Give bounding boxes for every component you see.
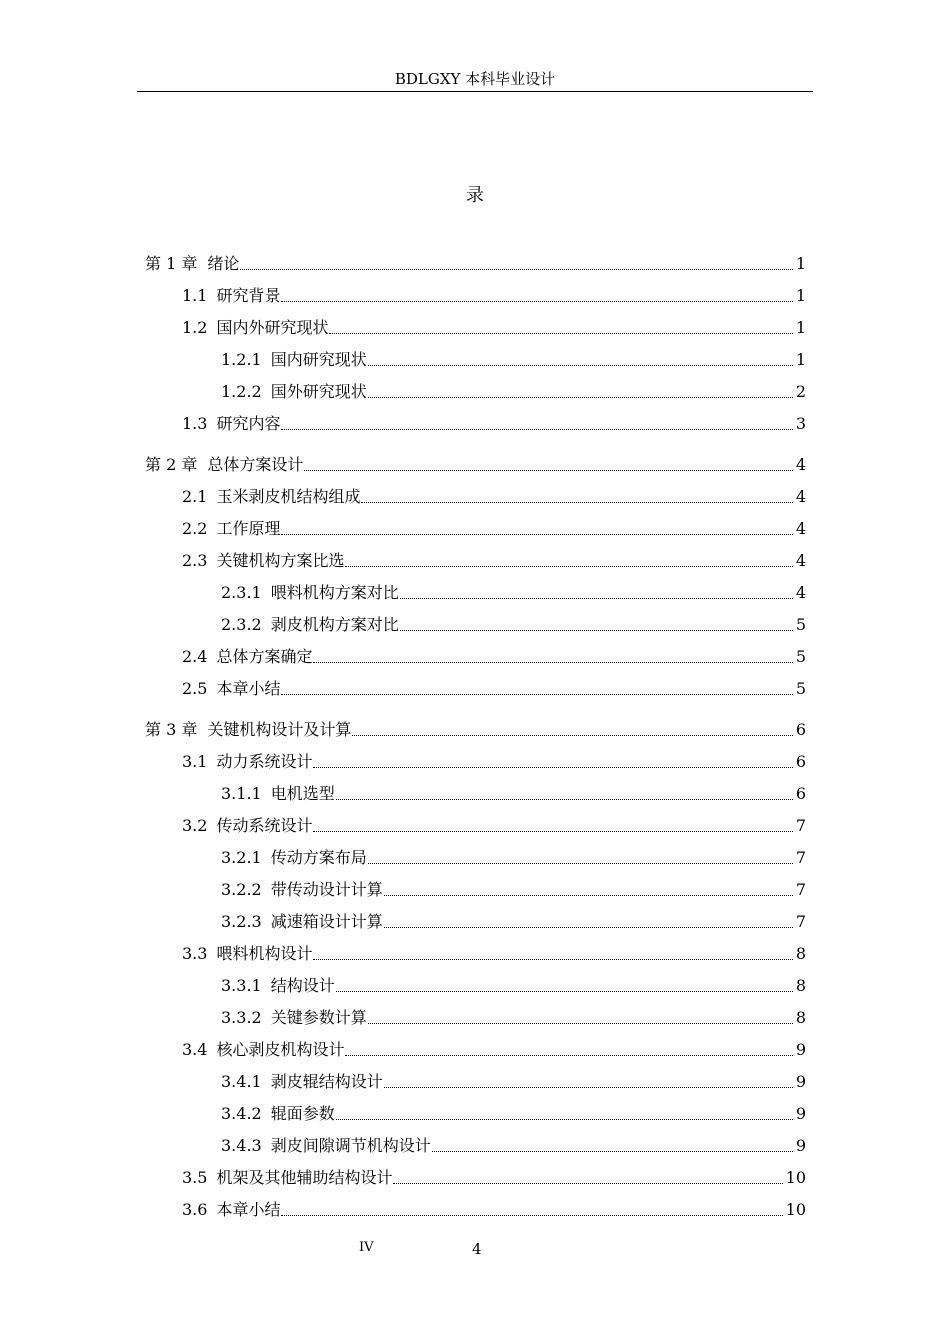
toc-entry[interactable]	[182, 641, 806, 667]
toc-dot-leader	[313, 662, 792, 663]
toc-entry[interactable]	[182, 673, 806, 699]
toc-dot-leader	[345, 566, 792, 567]
toc-entry[interactable]	[182, 408, 806, 434]
toc-entry[interactable]	[182, 938, 806, 964]
toc-entry-title: 国内外研究现状	[216, 318, 329, 337]
toc-entry-title: 总体方案设计	[207, 455, 304, 474]
toc-entry-title: 关键机构设计及计算	[207, 720, 352, 739]
toc-entry-number: 3.2.2	[221, 880, 262, 899]
toc-dot-leader	[384, 1087, 793, 1088]
toc-entry-page-number: 9	[795, 1104, 806, 1123]
toc-dot-leader	[281, 534, 792, 535]
toc-entry-page-number: 6	[795, 752, 806, 771]
toc-entry-title: 带传动设计计算	[270, 880, 383, 899]
toc-entry-page-number: 1	[795, 350, 806, 369]
toc-dot-leader	[384, 895, 793, 896]
toc-entry-number: 3.5	[182, 1168, 208, 1187]
toc-entry-number: 3.2.3	[221, 912, 262, 931]
toc-entry[interactable]	[145, 714, 806, 740]
toc-entry-number: 3.1.1	[221, 784, 262, 803]
toc-entry-page-number: 4	[795, 551, 806, 570]
toc-entry-page-number: 7	[795, 912, 806, 931]
toc-entry-number: 1.1	[182, 286, 208, 305]
toc-entry[interactable]	[182, 312, 806, 338]
toc-entry-title: 喂料机构方案对比	[270, 583, 399, 602]
toc-entry[interactable]	[182, 280, 806, 306]
toc-entry[interactable]	[221, 1130, 806, 1156]
toc-entry[interactable]	[221, 906, 806, 932]
toc-title: 录	[466, 185, 484, 206]
toc-entry-number: 3.4.3	[221, 1136, 262, 1155]
toc-entry-title: 国内研究现状	[270, 350, 367, 369]
toc-entry-number: 3.3	[182, 944, 208, 963]
toc-entry-number: 3.3.2	[221, 1008, 262, 1027]
toc-entry-number: 2.3.2	[221, 615, 262, 634]
toc-entry-page-number: 8	[795, 944, 806, 963]
toc-entry-number: 2.3.1	[221, 583, 262, 602]
toc-entry-title: 剥皮辊结构设计	[270, 1072, 383, 1091]
toc-entry[interactable]	[182, 746, 806, 772]
toc-entry-page-number: 4	[795, 519, 806, 538]
toc-entry[interactable]	[221, 577, 806, 603]
toc-entry-number: 3.2.1	[221, 848, 262, 867]
toc-entry-title: 剥皮间隙调节机构设计	[270, 1136, 431, 1155]
toc-entry-title: 减速箱设计计算	[270, 912, 383, 931]
toc-entry-title: 动力系统设计	[216, 752, 313, 771]
toc-entry-title: 工作原理	[216, 519, 281, 538]
toc-entry-page-number: 8	[795, 976, 806, 995]
toc-entry-number: 3.4.2	[221, 1104, 262, 1123]
toc-entry-title: 剥皮机构方案对比	[270, 615, 399, 634]
toc-dot-leader	[281, 1215, 782, 1216]
toc-entry[interactable]	[221, 1098, 806, 1124]
toc-entry-number: 2.3	[182, 551, 208, 570]
toc-entry-page-number: 4	[795, 487, 806, 506]
toc-entry-number: 2.2	[182, 519, 208, 538]
toc-entry-number: 2.1	[182, 487, 208, 506]
toc-dot-leader	[400, 598, 793, 599]
toc-entry-page-number: 9	[795, 1136, 806, 1155]
toc-entry[interactable]	[221, 344, 806, 370]
toc-entry[interactable]	[221, 1066, 806, 1092]
toc-entry-page-number: 5	[795, 679, 806, 698]
toc-entry-number: 3.4	[182, 1040, 208, 1059]
toc-entry-page-number: 4	[795, 583, 806, 602]
toc-entry-page-number: 6	[795, 784, 806, 803]
toc-dot-leader	[336, 799, 793, 800]
toc-dot-leader	[400, 630, 793, 631]
toc-entry-page-number: 7	[795, 848, 806, 867]
toc-entry[interactable]	[182, 1162, 806, 1188]
toc-entry[interactable]	[182, 810, 806, 836]
toc-entry-page-number: 6	[795, 720, 806, 739]
toc-entry[interactable]	[145, 449, 806, 475]
toc-dot-leader	[393, 1183, 782, 1184]
toc-entry-title: 电机选型	[270, 784, 335, 803]
toc-dot-leader	[313, 959, 792, 960]
toc-entry-page-number: 1	[795, 318, 806, 337]
toc-dot-leader	[361, 502, 792, 503]
toc-dot-leader	[336, 991, 793, 992]
toc-entry-title: 总体方案确定	[216, 647, 313, 666]
toc-dot-leader	[336, 1119, 793, 1120]
toc-entry-title: 研究内容	[216, 414, 281, 433]
toc-entry-title: 传动系统设计	[216, 816, 313, 835]
toc-entry-number: 第 1 章	[145, 254, 198, 273]
toc-entry-number: 2.4	[182, 647, 208, 666]
toc-entry-page-number: 10	[785, 1168, 806, 1187]
toc-entry-number: 2.5	[182, 679, 208, 698]
toc-entry-title: 喂料机构设计	[216, 944, 313, 963]
toc-entry-page-number: 1	[795, 254, 806, 273]
toc-entry[interactable]	[221, 609, 806, 635]
toc-dot-leader	[368, 1023, 793, 1024]
toc-entry-number: 3.4.1	[221, 1072, 262, 1091]
toc-dot-leader	[384, 927, 793, 928]
toc-entry-number: 第 2 章	[145, 455, 198, 474]
toc-entry-title: 关键参数计算	[270, 1008, 367, 1027]
toc-entry-page-number: 5	[795, 647, 806, 666]
footer-page-number: 4	[472, 1240, 482, 1258]
toc-dot-leader	[304, 470, 792, 471]
toc-entry-title: 关键机构方案比选	[216, 551, 345, 570]
toc-entry[interactable]	[221, 1002, 806, 1028]
toc-dot-leader	[368, 863, 793, 864]
toc-entry[interactable]	[221, 376, 806, 402]
toc-entry-number: 3.1	[182, 752, 208, 771]
toc-entry-title: 玉米剥皮机结构组成	[216, 487, 361, 506]
toc-entry-title: 结构设计	[270, 976, 335, 995]
toc-entry-page-number: 8	[795, 1008, 806, 1027]
toc-entry-page-number: 9	[795, 1072, 806, 1091]
toc-entry-page-number: 3	[795, 414, 806, 433]
toc-dot-leader	[368, 365, 793, 366]
toc-dot-leader	[281, 429, 792, 430]
toc-dot-leader	[368, 397, 793, 398]
toc-dot-leader	[345, 1055, 792, 1056]
toc-dot-leader	[313, 767, 792, 768]
toc-dot-leader	[313, 831, 792, 832]
toc-entry-number: 3.2	[182, 816, 208, 835]
toc-entry[interactable]	[182, 1194, 806, 1220]
toc-entry[interactable]	[145, 248, 806, 274]
toc-dot-leader	[281, 301, 792, 302]
toc-entry-title: 国外研究现状	[270, 382, 367, 401]
header-rule	[137, 91, 813, 92]
toc-entry[interactable]	[221, 778, 806, 804]
toc-dot-leader	[329, 333, 792, 334]
toc-entry[interactable]	[221, 842, 806, 868]
toc-entry[interactable]	[182, 545, 806, 571]
toc-entry-title: 机架及其他辅助结构设计	[216, 1168, 393, 1187]
toc-entry-page-number: 4	[795, 455, 806, 474]
toc-dot-leader	[281, 694, 792, 695]
toc-entry[interactable]	[182, 1034, 806, 1060]
toc-entry-number: 3.6	[182, 1200, 208, 1219]
toc-dot-leader	[240, 269, 792, 270]
toc-entry-number: 1.2.2	[221, 382, 262, 401]
toc-entry-page-number: 9	[795, 1040, 806, 1059]
toc-entry-number: 第 3 章	[145, 720, 198, 739]
toc-entry[interactable]	[221, 874, 806, 900]
page-header: BDLGXY 本科毕业设计	[394, 70, 556, 88]
toc-entry-number: 1.3	[182, 414, 208, 433]
toc-entry-title: 核心剥皮机构设计	[216, 1040, 345, 1059]
toc-entry-page-number: 7	[795, 816, 806, 835]
toc-entry-title: 本章小结	[216, 1200, 281, 1219]
toc-entry-title: 辊面参数	[270, 1104, 335, 1123]
toc-entry-title: 研究背景	[216, 286, 281, 305]
toc-entry-number: 3.3.1	[221, 976, 262, 995]
toc-entry-number: 1.2	[182, 318, 208, 337]
toc-entry[interactable]	[182, 513, 806, 539]
footer-roman-page-number: IV	[359, 1240, 374, 1255]
toc-entry-page-number: 10	[785, 1200, 806, 1219]
toc-entry-title: 本章小结	[216, 679, 281, 698]
toc-entry-title: 绪论	[207, 254, 240, 273]
toc-entry-page-number: 7	[795, 880, 806, 899]
toc-entry[interactable]	[221, 970, 806, 996]
toc-dot-leader	[432, 1151, 793, 1152]
toc-dot-leader	[352, 735, 792, 736]
toc-entry[interactable]	[182, 481, 806, 507]
toc-entry-number: 1.2.1	[221, 350, 262, 369]
toc-entry-page-number: 5	[795, 615, 806, 634]
toc-entry-page-number: 1	[795, 286, 806, 305]
toc-entry-page-number: 2	[795, 382, 806, 401]
toc-entry-title: 传动方案布局	[270, 848, 367, 867]
